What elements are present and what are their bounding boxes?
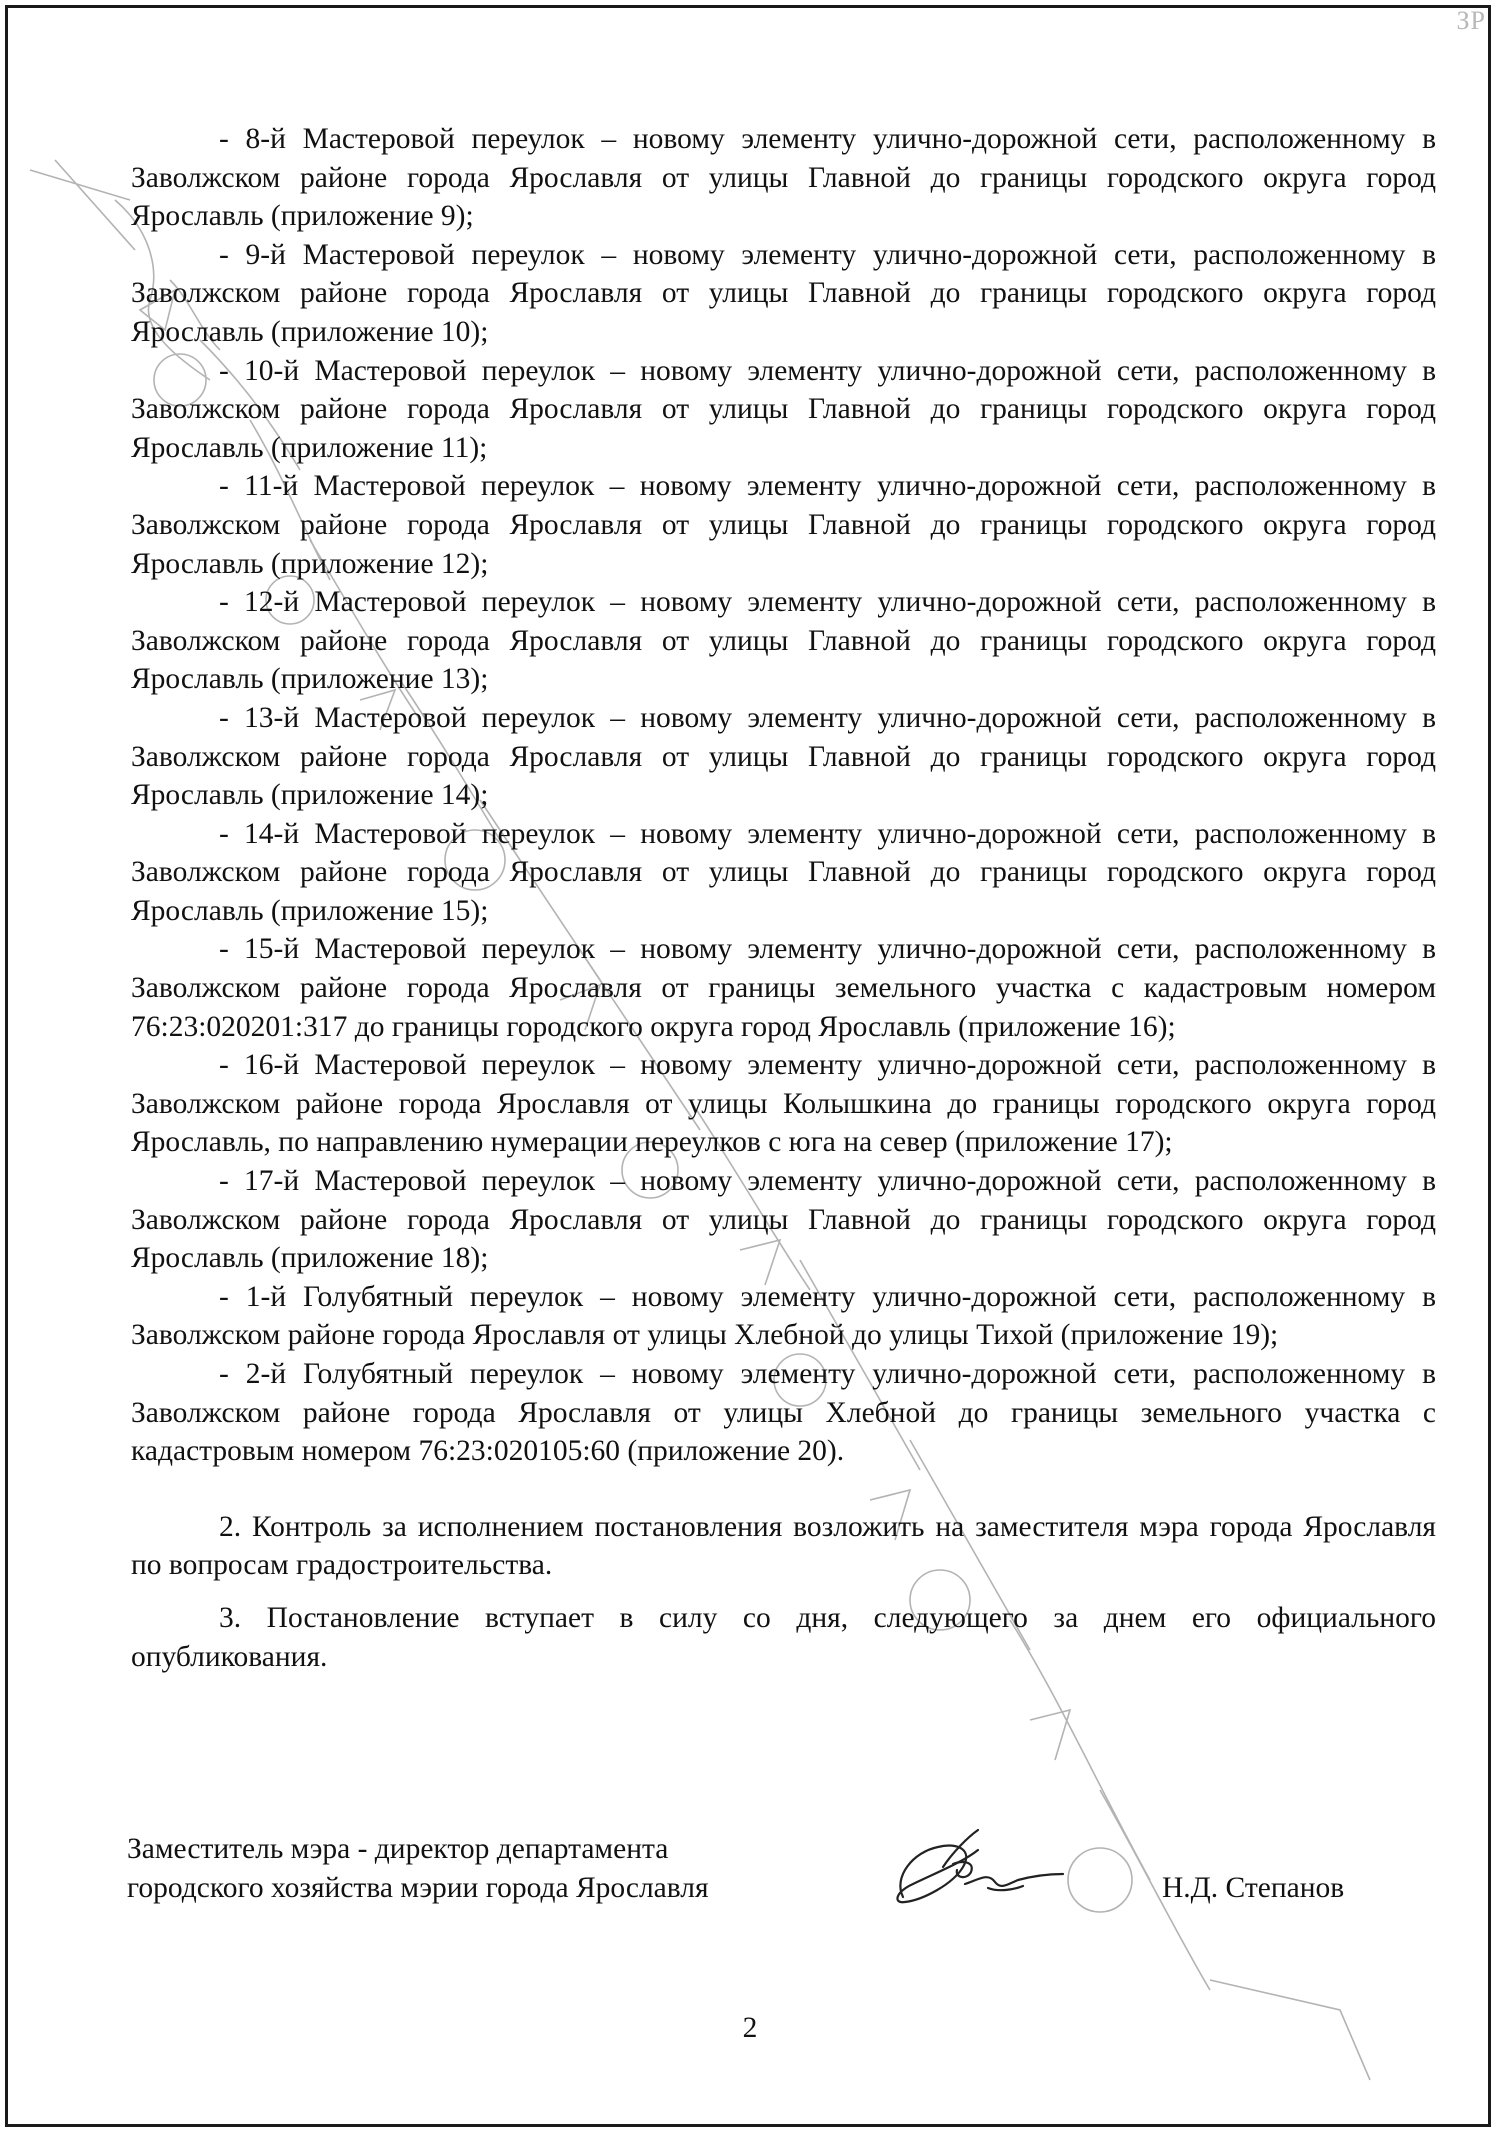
- corner-mark: ЗР: [1456, 6, 1486, 35]
- item-prefix: - 17-й: [219, 1165, 300, 1198]
- handwritten-signature: [883, 1822, 1073, 1922]
- item-text: Голубятный переулок – новому элементу улично-дорожной сети, расположенному в Заволжском районе города Ярославля от улицы Хлебной до границы земельного участка с кадастровым номером 76:23:020105:60 (приложение 20).: [131, 1358, 1437, 1468]
- item-prefix: - 9-й: [219, 238, 286, 271]
- list-item: [131, 236, 1436, 352]
- item-prefix: - 13-й: [219, 701, 300, 734]
- list-item: [131, 120, 1436, 236]
- signatory-position-line-1: Заместитель мэра - директор департамента: [127, 1833, 669, 1865]
- item-text: Мастеровой переулок – новому элементу улично-дорожной сети, расположенному в Заволжском районе города Ярославля от улицы Главной до границы городского округа город Ярославль (приложение 15);: [131, 817, 1437, 927]
- list-item: [131, 1355, 1436, 1471]
- item-text: Мастеровой переулок – новому элементу улично-дорожной сети, расположенному в Заволжском районе города Ярославля от улицы Главной до границы городского округа город Ярославль (приложение 18);: [131, 1165, 1437, 1275]
- list-item: [131, 352, 1436, 468]
- item-prefix: - 11-й: [219, 470, 299, 503]
- document-body: [131, 120, 1436, 1676]
- signatory-position: [127, 1830, 847, 1908]
- list-item: [131, 699, 1436, 815]
- item-text: Голубятный переулок – новому элементу улично-дорожной сети, расположенному в Заволжском районе города Ярославля от улицы Хлебной до улицы Тихой (приложение 19);: [131, 1280, 1437, 1352]
- item-text: Мастеровой переулок – новому элементу улично-дорожной сети, расположенному в Заволжском районе города Ярославля от улицы Главной до границы городского округа город Ярославль (приложение 12);: [131, 470, 1437, 580]
- list-item: [131, 815, 1436, 931]
- item-prefix: - 14-й: [219, 817, 300, 850]
- spacer: [131, 1471, 1436, 1508]
- list-item: [131, 583, 1436, 699]
- signatory-name: Н.Д. Степанов: [1162, 1872, 1345, 1904]
- page-number: 2: [742, 2012, 758, 2044]
- item-text: Мастеровой переулок – новому элементу улично-дорожной сети, расположенному в Заволжском районе города Ярославля от улицы Главной до границы городского округа город Ярославль (приложение 13);: [131, 586, 1437, 696]
- item-text: Мастеровой переулок – новому элементу улично-дорожной сети, расположенному в Заволжском районе города Ярославля от улицы Главной до границы городского округа город Ярославль (приложение 10);: [131, 238, 1436, 348]
- signatory-position-line-2: городского хозяйства мэрии города Ярославля: [127, 1872, 709, 1904]
- spacer: [131, 1585, 1436, 1599]
- list-item: [131, 1278, 1436, 1355]
- list-item: [131, 467, 1436, 583]
- clause-3: 3. Постановление вступает в силу со дня, следующего за днем его официального опубликования.: [131, 1601, 1436, 1673]
- item-prefix: - 15-й: [219, 933, 300, 966]
- item-text: Мастеровой переулок – новому элементу улично-дорожной сети, расположенному в Заволжском районе города Ярославля от улицы Главной до границы городского округа город Ярославль (приложение 14);: [131, 701, 1437, 812]
- signature-block: [127, 1830, 1447, 1940]
- item-text: Мастеровой переулок – новому элементу улично-дорожной сети, расположенному в Заволжском районе города Ярославля от улицы Главной до границы городского округа город Ярославль (приложение 11);: [131, 354, 1437, 464]
- item-text: Мастеровой переулок – новому элементу улично-дорожной сети, расположенному в Заволжском районе города Ярославля от улицы Колышкина до границы городского округа город Ярославль, по направлению нумерации переулков с юга на север (приложение 17);: [131, 1049, 1437, 1159]
- item-prefix: - 10-й: [219, 354, 300, 387]
- item-prefix: - 16-й: [219, 1049, 300, 1082]
- list-item: [131, 1162, 1436, 1278]
- item-prefix: - 2-й: [219, 1358, 287, 1390]
- item-prefix: - 1-й: [219, 1280, 287, 1313]
- item-prefix: - 8-й: [219, 123, 286, 155]
- list-item: [131, 1046, 1436, 1162]
- list-item: [131, 930, 1436, 1046]
- item-text: Мастеровой переулок – новому элементу улично-дорожной сети, расположенному в Заволжском районе города Ярославля от улицы Главной до границы городского округа город Ярославль (приложение 9);: [131, 123, 1436, 233]
- clause-2: 2. Контроль за исполнением постановления возложить на заместителя мэра города Ярославля по вопросам градостроительства.: [131, 1510, 1436, 1582]
- item-text: Мастеровой переулок – новому элементу улично-дорожной сети, расположенному в Заволжском районе города Ярославля от границы земельного участка с кадастровым номером 76:23:020201:317 до границы городского округа город Ярославль (приложение 16);: [131, 933, 1437, 1043]
- item-prefix: - 12-й: [219, 586, 300, 619]
